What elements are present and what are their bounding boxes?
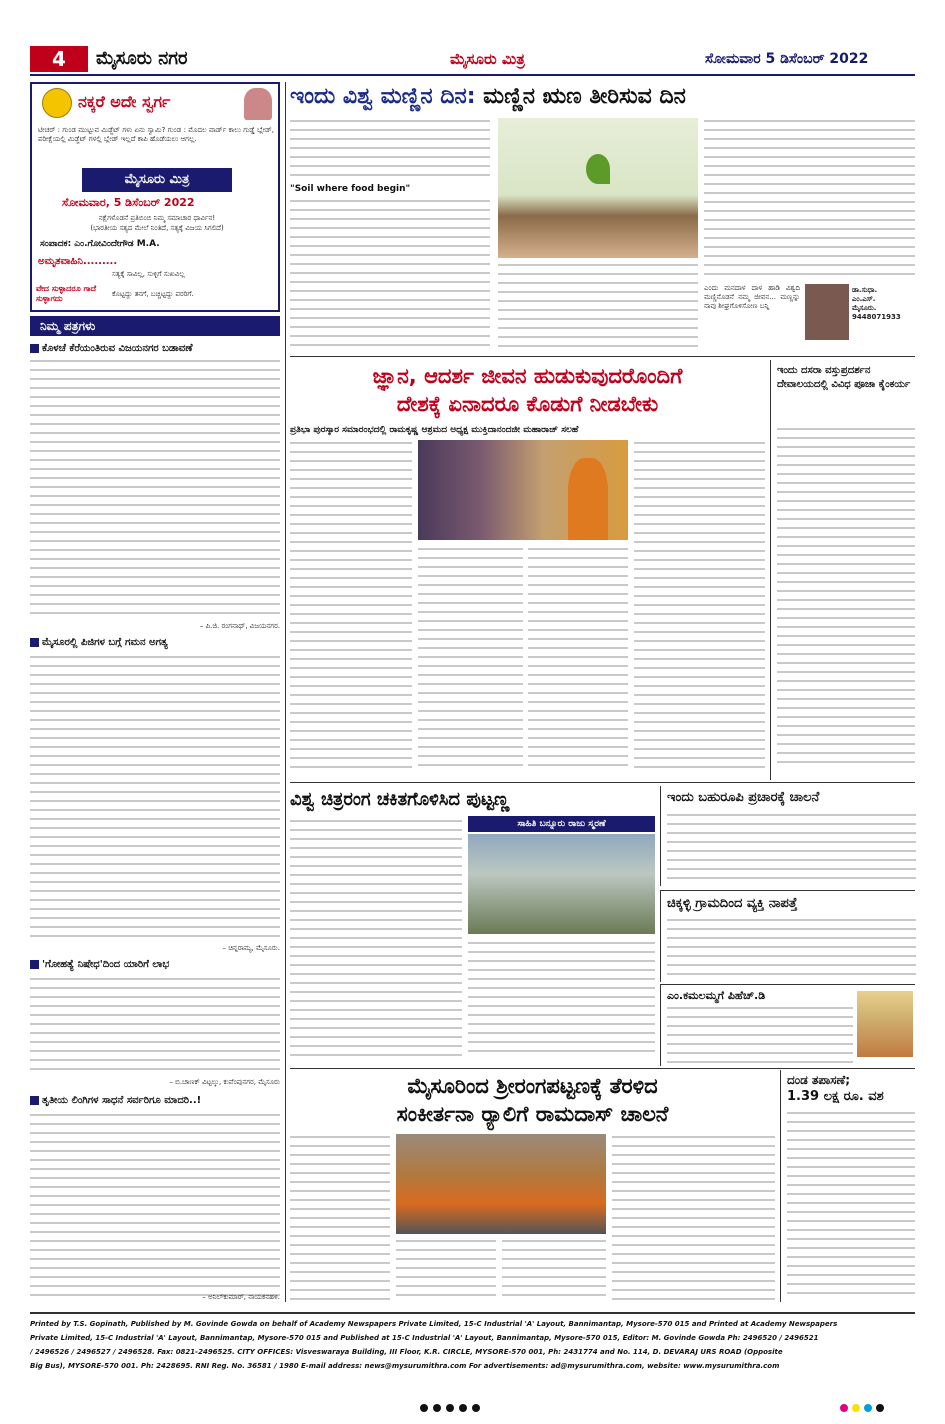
joke-text: ಟೀಚರ್ : ಗುಂಡ ಮುಟ್ಟುವ ಮಿಡ್ಜೆಟ್ ಗಳು ಏನು ಸ್ವಾಮಿ? ಗುಂಡ : ಮೊದಲ ವಾರ್ಡ್ ಕಾಲು ಗುಡ್ಡೆ ಬ್ಲೇಡ್, ಪರೀಕ್ಷೆಯಲ್ಲಿ ಮಿಡ್ಜೆಟ್ ಗಳಲ್ಲಿ ಬ್ಲೇಡ್ ಇಲ್ಲದೆ ಕಾಪಿ ಹೊಡೆಯಲು ಆಗಲ್ಲ. bbox=[38, 126, 274, 143]
story-6-headline: ಎಂ.ಕಮಲಮ್ಮಗೆ ಪಿಹೆಚ್.ಡಿ bbox=[667, 989, 766, 1002]
story-2-col-2 bbox=[418, 546, 523, 770]
letter-2-body bbox=[30, 654, 280, 942]
story-6 bbox=[660, 984, 915, 1066]
story-8-sub: 1.39 ಲಕ್ಷ ರೂ. ವಶ bbox=[787, 1089, 884, 1104]
hrule-2 bbox=[290, 782, 915, 783]
letter-4-body bbox=[30, 1112, 280, 1298]
story-8 bbox=[780, 1070, 915, 1302]
dasara-brief-title: ಇಂದು ದಸರಾ ವಸ್ತುಪ್ರದರ್ಶನ ದೇವಾಲಯದಲ್ಲಿ ವಿವಿಧ ಪೂಜಾ ಕೈಂಕರ್ಯ bbox=[777, 365, 911, 390]
letter-4-title: ತೃತೀಯ ಲಿಂಗಿಗಳ ಸಾಧನೆ ಸರ್ವರಿಗೂ ಮಾದರಿ..! bbox=[30, 1094, 280, 1107]
registration-marks-bottom bbox=[420, 1404, 520, 1412]
top-story-col-1b bbox=[290, 198, 490, 348]
dasara-brief bbox=[770, 360, 915, 780]
story-3-headline: ವಿಶ್ವ ಚಿತ್ರರಂಗ ಚಕಿತಗೊಳಿಸಿದ ಪುಟ್ಟಣ್ಣ bbox=[290, 789, 510, 810]
dasara-brief-body bbox=[777, 426, 915, 770]
author-photo bbox=[805, 284, 849, 340]
imprint-line-2: Private Limited, 15-C Industrial 'A' Layout, Bannimantap, Mysore-570 015 and Published at 15-C Industrial 'A' Layout, Bannimantap, Mysore-570 015, Editor: M. Govinde Gowda Ph: 2496520 / 2496521 bbox=[30, 1334, 819, 1342]
bullet-square-icon bbox=[30, 638, 39, 647]
veda-text: ಕೊಟ್ಟದ್ದು ತನಗೆ, ಬಚ್ಚಿಟ್ಟದ್ದು ಪರರಿಗೆ. bbox=[112, 290, 194, 298]
letter-4-sign: – ಅನಿಲ್‌ಕುಮಾರ್, ನಾಯಕನಹಳಿ. bbox=[202, 1293, 280, 1301]
story-7 bbox=[290, 1072, 775, 1304]
color-bar-bottom bbox=[840, 1404, 910, 1412]
laughing-man-icon bbox=[244, 88, 272, 120]
joke-box bbox=[30, 82, 280, 312]
story-7-col-2 bbox=[396, 1238, 496, 1302]
story-2-subhead: ಪ್ರತಿಭಾ ಪುರಸ್ಕಾರ ಸಮಾರಂಭದಲ್ಲಿ ರಾಮಕೃಷ್ಣ ಆಶ್ರಮದ ಅಧ್ಯಕ್ಷ ಮುಕ್ತಿದಾನಂದಜೀ ಮಹಾರಾಜ್ ಸಲಹೆ bbox=[290, 425, 579, 435]
story-5-body bbox=[667, 917, 916, 979]
story-6-body bbox=[667, 1005, 853, 1063]
page-date: ಸೋಮವಾರ 5 ಡಿಸೆಂಬರ್ 2022 bbox=[705, 51, 869, 67]
amrita-text: ಸತ್ಯಕ್ಕೆ ಸಾವಿಲ್ಲ, ಸುಳ್ಳಿಗೆ ಸುಖವಿಲ್ಲ bbox=[112, 270, 185, 278]
letter-3-title: 'ಗೋಹತ್ಯೆ ನಿಷೇಧ'ದಿಂದ ಯಾರಿಗೆ ಲಾಭ bbox=[30, 958, 280, 971]
story-2-col-3 bbox=[528, 546, 628, 770]
top-story-col-3 bbox=[704, 118, 915, 278]
story-3-col-1 bbox=[290, 818, 462, 1058]
story-8-title: ದಂಡ ತಪಾಸಣೆ; bbox=[787, 1073, 851, 1087]
hrule-1 bbox=[290, 356, 915, 357]
author-byline: ಡಾ.ಸುಧಾ. ಎಂ.ಎಸ್. ಮೈಸೂರು. 9448071933 bbox=[852, 286, 901, 321]
story-7-col-3 bbox=[502, 1238, 606, 1302]
column-divider bbox=[285, 82, 286, 1302]
top-story-endquote: ಎಂದು ಮನದಾಳ ದಾಳ ಹಾಡಿ ವಿಶ್ವದಿ ಮಣ್ಣಿನೊಡನೆ ನಮ್ಮ ಜೀವನ... ಮಣ್ಣನ್ನು ನಾವು ಶೀಘ್ರಗೊಳಿಸೋಣ ಬನ್ನಿ bbox=[704, 284, 800, 310]
page-number-badge: 4 bbox=[30, 46, 88, 72]
award-ceremony-photo bbox=[418, 440, 628, 540]
top-story-col-1 bbox=[290, 118, 490, 182]
joke-title: ನಕ್ಕರೆ ಅದೇ ಸ್ವರ್ಗ bbox=[78, 92, 171, 111]
story-8-body bbox=[787, 1110, 915, 1300]
story-4 bbox=[660, 786, 915, 886]
masthead bbox=[30, 42, 915, 76]
bullet-square-icon bbox=[30, 1096, 39, 1105]
hrule-3 bbox=[290, 1068, 915, 1069]
letters-title: ನಿಮ್ಮ ಪತ್ರಗಳು bbox=[40, 319, 96, 333]
mini-line-2: (ಭಾರತೀಯ ಸತ್ಯದ ಮೇಲೆ ನಿಂತಿದೆ, ಸತ್ಯಕ್ಕೆ ವಿಜಯ ಸಿಗಲಿದೆ) bbox=[90, 224, 224, 232]
section-name: ಮೈಸೂರು ನಗರ bbox=[96, 48, 188, 69]
story-7-col-4 bbox=[612, 1134, 775, 1302]
letter-2-title: ಮೈಸೂರಲ್ಲಿ ಪಿಜಿಗಳ ಬಗ್ಗೆ ಗಮನ ಅಗತ್ಯ bbox=[30, 636, 280, 649]
letters-banner bbox=[30, 316, 280, 336]
puttanna-event-photo bbox=[468, 834, 655, 934]
top-story-quote: "Soil where food begin" bbox=[290, 184, 411, 194]
story-2-headline-line-1: ಜ್ಞಾನ, ಆದರ್ಶ ಜೀವನ ಹುಡುಕುವುದರೊಂದಿಗೆ bbox=[372, 364, 683, 388]
story-7-col-1 bbox=[290, 1134, 390, 1302]
laughing-face-icon bbox=[42, 88, 72, 118]
top-story-headline bbox=[290, 82, 915, 112]
letter-3-body bbox=[30, 976, 280, 1076]
veda-title: ವೇದ ಸುಳ್ಳಾದರೂ ಗಾದೆ ಸುಳ್ಳಾಗದು bbox=[36, 284, 97, 303]
story-3-tag: ಸಾಹಿತಿ ಬನ್ನೂರು ರಾಜು ಸ್ಮರಣೆ bbox=[468, 816, 655, 832]
plant-in-hands-photo bbox=[498, 118, 698, 258]
imprint-line-4: Big Bus), MYSORE-570 001. Ph: 2428695. RNI Reg. No. 36581 / 1980 E-mail address: news@mysurumithra.com For advertisements: ad@mysurumithra.com, website: www.mysurumithra.com bbox=[30, 1362, 780, 1370]
amrita-title: ಅಮೃತವಾಹಿನಿ......... bbox=[38, 256, 118, 267]
bullet-square-icon bbox=[30, 960, 39, 969]
imprint-line-1: Printed by T.S. Gopinath, Published by M. Govinde Gowda on behalf of Academy Newspapers Private Limited, 15-C Industrial 'A' Layout, Bannimantap, Mysore-570 015 and Printed at Academy Newspapers bbox=[30, 1320, 838, 1328]
story-2-headline-line-2: ದೇಶಕ್ಕೆ ಏನಾದರೂ ಕೊಡುಗೆ ನೀಡಬೇಕು bbox=[396, 392, 659, 416]
letter-3-sign: – ಬಿ.ಚಾಣಕ್ ವಿಟ್ಟಲ್ಕು, ಕುವೆಂಪುನಗರ, ಮೈಸೂರು bbox=[169, 1078, 280, 1086]
story-5 bbox=[660, 890, 915, 982]
left-sidebar bbox=[30, 82, 280, 1302]
seedling-icon bbox=[586, 154, 610, 184]
mini-logo: ಮೈಸೂರು ಮಿತ್ರ bbox=[82, 168, 232, 192]
monk-figure bbox=[568, 458, 608, 540]
headline-part-b: ಮಣ್ಣಿನ ಋಣ ತೀರಿಸುವ ದಿನ bbox=[483, 84, 686, 109]
top-story bbox=[290, 80, 915, 355]
sankirtana-rally-photo bbox=[396, 1134, 606, 1234]
story-5-headline: ಚಿಕ್ಕಳ್ಳಿ ಗ್ರಾಮದಿಂದ ವ್ಯಕ್ತಿ ನಾಪತ್ತೆ bbox=[667, 896, 798, 911]
paper-name: ಮೈಸೂರು ಮಿತ್ರ bbox=[450, 50, 525, 68]
kamalamma-photo bbox=[857, 991, 913, 1057]
story-2-col-4 bbox=[634, 440, 765, 770]
story-7-headline-line-2: ಸಂಕೀರ್ತನಾ ರ್‍ಯಾಲಿಗೆ ರಾಮದಾಸ್ ಚಾಲನೆ bbox=[396, 1102, 669, 1126]
editor-line: ಸಂಪಾದಕ: ಎಂ.ಗೋವಿಂದೇಗೌಡ M.A. bbox=[40, 239, 160, 249]
top-story-col-2 bbox=[498, 262, 698, 352]
story-4-body bbox=[667, 812, 916, 884]
mini-line-1: ನಕ್ಷೆಗಳೊಡನೆ ಪ್ರತಿಬಿಂಬಿ ನಿಮ್ಮ ಸಮಾಚಾರ ಧಾರ್ವಿನ! bbox=[98, 214, 216, 222]
headline-part-a: ಇಂದು ವಿಶ್ವ ಮಣ್ಣಿನ ದಿನ: bbox=[290, 84, 476, 109]
story-3-col-2 bbox=[468, 940, 655, 1058]
story-2 bbox=[290, 360, 765, 780]
story-3 bbox=[290, 786, 655, 1066]
letter-1-title: ಕೊಳಚೆ ಕೆರೆಯಂತಿರುವ ವಿಜಯನಗರ ಬಡಾವಣೆ bbox=[30, 342, 280, 355]
story-2-col-1 bbox=[290, 440, 412, 770]
letter-1-body bbox=[30, 358, 280, 620]
letter-1-sign: – ಪಿ.ಜಿ. ರಂಗನಾಥ್, ವಿಜಯನಗರ. bbox=[199, 622, 280, 630]
bullet-square-icon bbox=[30, 344, 39, 353]
story-4-headline: ಇಂದು ಬಹುರೂಪಿ ಪ್ರಚಾರಕ್ಕೆ ಚಾಲನೆ bbox=[667, 790, 820, 805]
mini-date: ಸೋಮವಾರ, 5 ಡಿಸೆಂಬರ್ 2022 bbox=[62, 196, 195, 209]
letter-2-sign: – ಚಿನ್ನರಾಮ್ಯ, ಮೈಸೂರು. bbox=[222, 944, 280, 952]
story-7-headline-line-1: ಮೈಸೂರಿಂದ ಶ್ರೀರಂಗಪಟ್ಟಣಕ್ಕೆ ತೆರಳಿದ bbox=[407, 1074, 658, 1098]
imprint-footer bbox=[30, 1312, 915, 1374]
imprint-line-3: / 2496526 / 2496527 / 2496528. Fax: 0821-2496525. CITY OFFICES: Visveswaraya Building, III Floor, K.R. CIRCLE, MYSORE-570 001, Ph: 2431774 and No. 114, D. DEVARAJ URS ROAD (Opposite bbox=[30, 1348, 783, 1356]
